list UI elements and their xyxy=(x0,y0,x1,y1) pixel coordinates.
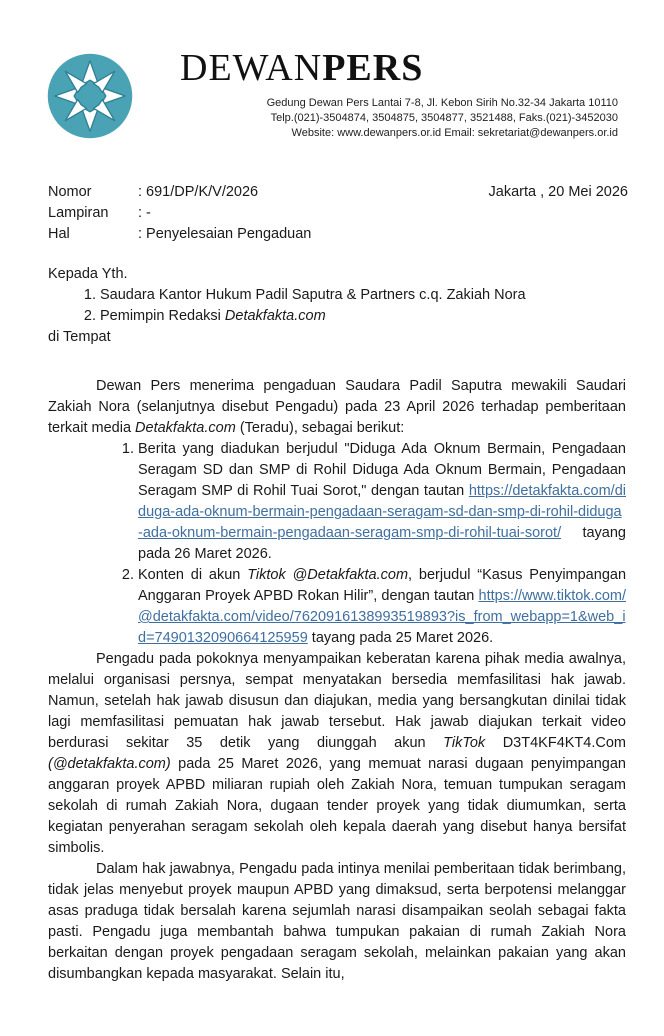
lampiran-value: : - xyxy=(138,205,151,221)
lampiran-label: Lampiran xyxy=(48,205,109,221)
tiktok-link[interactable]: https://www.tiktok.com/@detakfakta.com/video/7620916138993519893?is_from_webapp=1&web_id=7490132090664125959 xyxy=(138,588,626,646)
complaint-item-1: 1. Berita yang diadukan berjudul "Diduga Ada Oknum Bermain, Pengadaan Seragam SD dan SMP di Rohil Diduga Ada Oknum Bermain, Pengadaan Seragam SMP di Rohil Tuai Sorot," dengan tautan https://detakfakta.com/diduga-ada-oknum-bermain-pengadaan-seragam-sd-dan-smp-di-rohil-diduga-ada-oknum-bermain-pengadaan-seragam-smp-di-rohil-tuai-sorot/ tayang pada 26 Maret 2026. xyxy=(138,439,626,565)
recipient-item-2: 2. Pemimpin Redaksi Detakfakta.com xyxy=(100,306,628,327)
nomor-label: Nomor xyxy=(48,184,92,200)
org-address xyxy=(267,96,618,141)
address-line-3: Website: www.dewanpers.or.id Email: sekretariat@dewanpers.or.id xyxy=(291,127,618,139)
letter-meta xyxy=(48,182,628,245)
paragraph-1: Dewan Pers menerima pengaduan Saudara Padil Saputra mewakili Saudari Zakiah Nora (selanjutnya disebut Pengadu) pada 23 April 2026 terhadap pemberitaan terkait media Detakfakta.com (Teradu), sebagai berikut: xyxy=(48,378,626,436)
address-line-2: Telp.(021)-3504874, 3504875, 3504877, 3521488, Faks.(021)-3452030 xyxy=(270,112,618,124)
nomor-value: : 691/DP/K/V/2026 xyxy=(138,184,259,200)
paragraph-3: Dalam hak jawabnya, Pengadu pada intinya menilai pemberitaan tidak berimbang, tidak jelas menyebut proyek maupun APBD yang dimaksud, serta berpotensi melanggar asas praduga tidak bersalah karena sejumlah narasi disampaikan seolah sebagai fakta pasti. Pengadu juga membantah bahwa tumpukan pakaian di rumah Zakiah Nora berkaitan dengan proyek pengadaan seragam sekolah, melainkan pakaian yang akan disumbangkan kepada masyarakat. Selain itu, xyxy=(48,861,626,982)
article-link[interactable]: https://detakfakta.com/diduga-ada-oknum-bermain-pengadaan-seragam-sd-dan-smp-di-rohil-diduga-ada-oknum-bermain-pengadaan-seragam-smp-di-rohil-tuai-sorot/ xyxy=(138,483,626,541)
paragraph-2: Pengadu pada pokoknya menyampaikan keberatan karena pihak media awalnya, melalui organisasi persnya, sempat menyatakan bersedia memfasilitasi hak jawab. Namun, setelah hak jawab disusun dan diajukan, media yang bersangkutan dinilai tidak lagi memfasilitasi pemuatan hak jawab tersebut. Hak jawab diajukan terkait video berdurasi sekitar 35 detik yang diunggah akun TikTok D3T4KF4KT4.Com (@detakfakta.com) pada 25 Maret 2026, yang memuat narasi dugaan penyimpangan anggaran proyek APBD miliaran rupiah oleh Zakiah Nora, temuan tumpukan seragam sekolah di rumah Zakiah Nora, dugaan tender proyek yang tidak diumumkan, serta kegiatan penyerahan seragam sekolah oleh kepala daerah yang disebut hanya bersifat simbolis. xyxy=(48,651,626,856)
dewan-pers-logo-icon xyxy=(46,52,134,140)
hal-label: Hal xyxy=(48,226,70,242)
address-line-1: Gedung Dewan Pers Lantai 7-8, Jl. Kebon Sirih No.32-34 Jakarta 10110 xyxy=(266,97,618,109)
recipient-intro: Kepada Yth. xyxy=(48,266,128,282)
org-name: DEWANPERS xyxy=(180,47,424,89)
hal-value: : Penyelesaian Pengaduan xyxy=(138,226,312,242)
recipient-item-1: 1. Saudara Kantor Hukum Padil Saputra & Partners c.q. Zakiah Nora xyxy=(100,285,628,306)
letter-body xyxy=(48,376,626,985)
complaint-item-2: 2. Konten di akun Tiktok @Detakfakta.com, berjudul “Kasus Penyimpangan Anggaran Proyek APBD Rokan Hilir”, dengan tautan https://www.tiktok.com/@detakfakta.com/video/7620916138993519893?is_from_webapp=1&web_id=7490132090664125959 tayang pada 25 Maret 2026. xyxy=(138,565,626,649)
recipients xyxy=(48,264,628,348)
recipient-place: di Tempat xyxy=(48,329,111,345)
letter-date: Jakarta , 20 Mei 2026 xyxy=(488,184,628,200)
